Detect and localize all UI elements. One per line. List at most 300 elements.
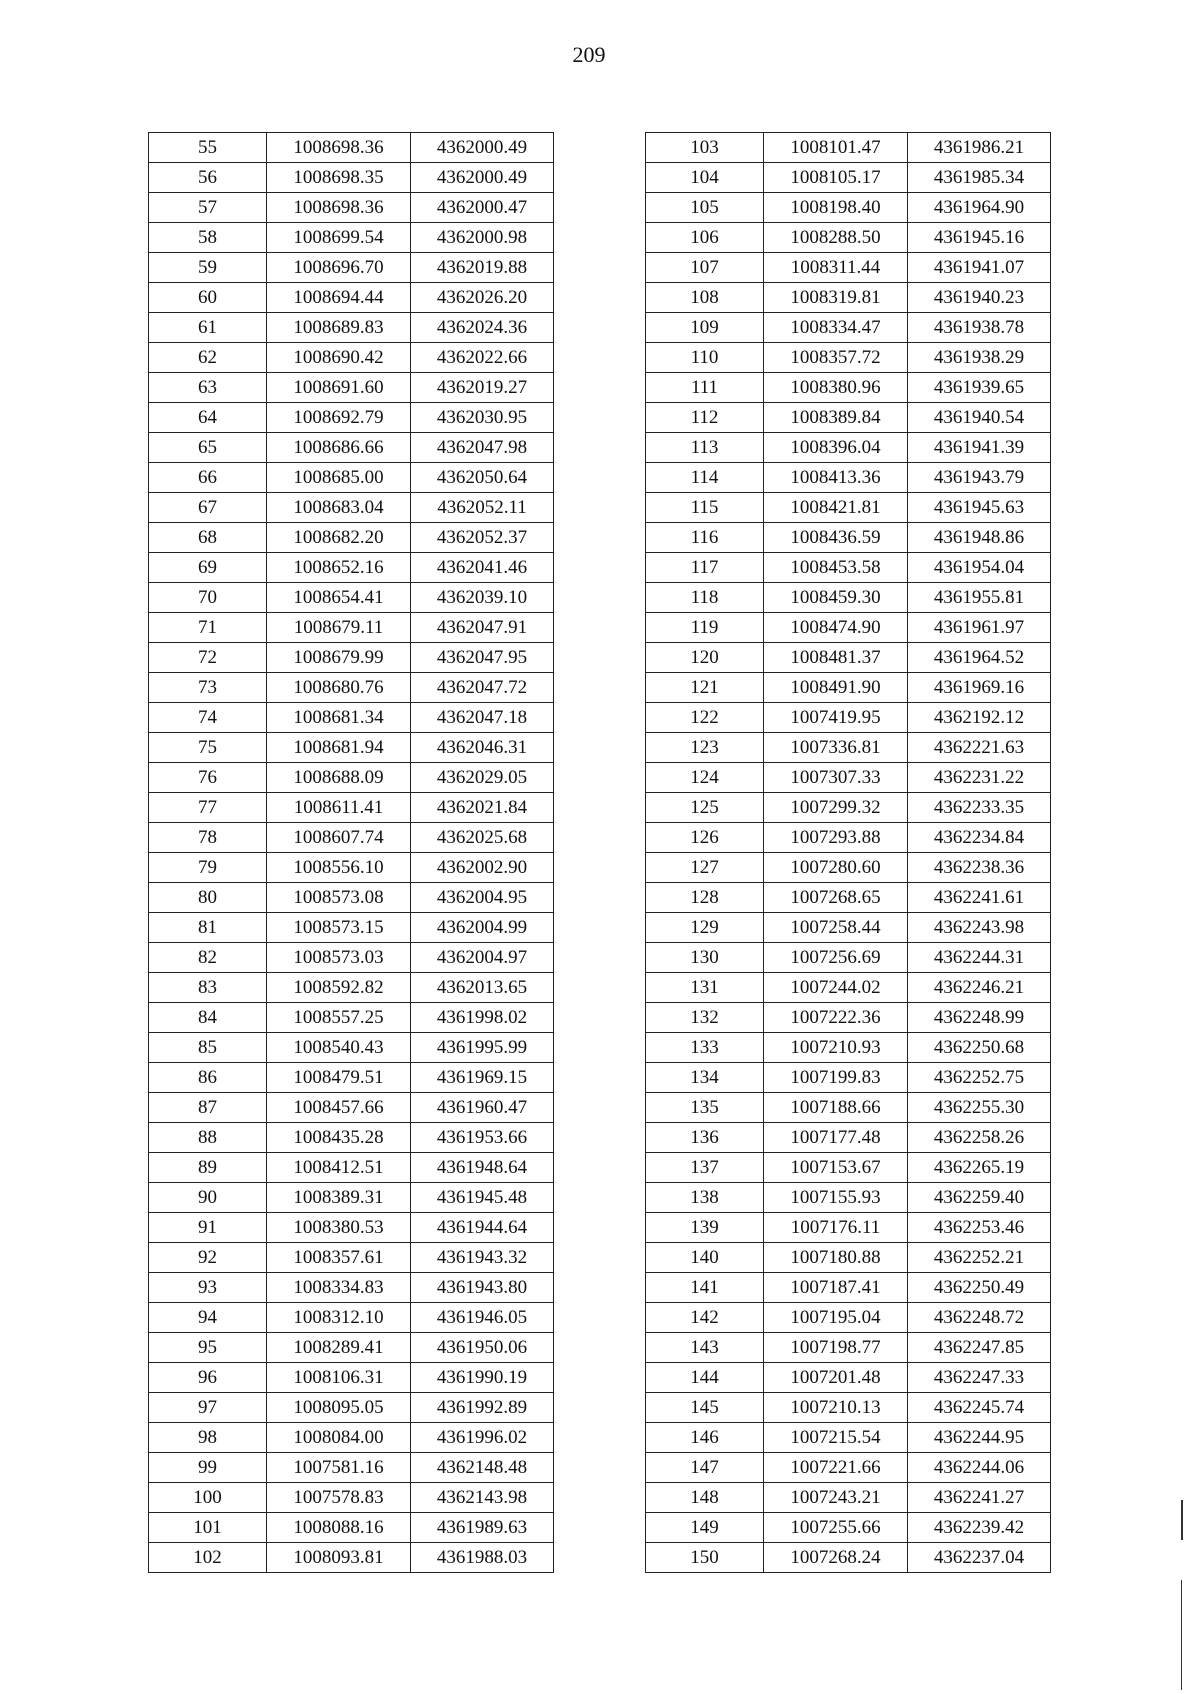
point-number-cell: 97 <box>149 1393 267 1423</box>
table-row <box>149 1363 554 1393</box>
y-coordinate-cell: 4362250.68 <box>908 1033 1051 1063</box>
point-number-cell: 121 <box>646 673 764 703</box>
point-number-cell: 110 <box>646 343 764 373</box>
x-coordinate-cell: 1008312.10 <box>267 1303 411 1333</box>
x-coordinate-cell: 1008573.15 <box>267 913 411 943</box>
table-row <box>646 1453 1051 1483</box>
x-coordinate-cell: 1007222.36 <box>764 1003 908 1033</box>
x-coordinate-cell: 1008357.72 <box>764 343 908 373</box>
table-row <box>149 553 554 583</box>
table-row <box>149 1483 554 1513</box>
point-number-cell: 128 <box>646 883 764 913</box>
point-number-cell: 82 <box>149 943 267 973</box>
x-coordinate-cell: 1008474.90 <box>764 613 908 643</box>
table-row <box>149 943 554 973</box>
point-number-cell: 74 <box>149 703 267 733</box>
table-row <box>646 463 1051 493</box>
x-coordinate-cell: 1008680.76 <box>267 673 411 703</box>
y-coordinate-cell: 4362252.75 <box>908 1063 1051 1093</box>
point-number-cell: 65 <box>149 433 267 463</box>
x-coordinate-cell: 1008690.42 <box>267 343 411 373</box>
table-row <box>149 223 554 253</box>
x-coordinate-cell: 1007155.93 <box>764 1183 908 1213</box>
y-coordinate-cell: 4362004.99 <box>411 913 554 943</box>
point-number-cell: 112 <box>646 403 764 433</box>
table-row <box>646 1183 1051 1213</box>
point-number-cell: 111 <box>646 373 764 403</box>
point-number-cell: 55 <box>149 133 267 163</box>
point-number-cell: 140 <box>646 1243 764 1273</box>
table-row <box>149 1243 554 1273</box>
y-coordinate-cell: 4362021.84 <box>411 793 554 823</box>
x-coordinate-cell: 1007210.13 <box>764 1393 908 1423</box>
x-coordinate-cell: 1008689.83 <box>267 313 411 343</box>
x-coordinate-cell: 1008319.81 <box>764 283 908 313</box>
y-coordinate-cell: 4362019.88 <box>411 253 554 283</box>
table-body-left <box>149 133 554 1573</box>
y-coordinate-cell: 4361953.66 <box>411 1123 554 1153</box>
table-row <box>149 1033 554 1063</box>
y-coordinate-cell: 4361969.16 <box>908 673 1051 703</box>
point-number-cell: 125 <box>646 793 764 823</box>
point-number-cell: 83 <box>149 973 267 1003</box>
x-coordinate-cell: 1007581.16 <box>267 1453 411 1483</box>
table-row <box>646 1423 1051 1453</box>
table-row <box>646 793 1051 823</box>
table-row <box>149 133 554 163</box>
point-number-cell: 85 <box>149 1033 267 1063</box>
point-number-cell: 137 <box>646 1153 764 1183</box>
table-row <box>646 583 1051 613</box>
x-coordinate-cell: 1008105.17 <box>764 163 908 193</box>
x-coordinate-cell: 1007177.48 <box>764 1123 908 1153</box>
point-number-cell: 109 <box>646 313 764 343</box>
point-number-cell: 102 <box>149 1543 267 1573</box>
table-row <box>149 343 554 373</box>
x-coordinate-cell: 1008573.08 <box>267 883 411 913</box>
table-row <box>149 1273 554 1303</box>
point-number-cell: 73 <box>149 673 267 703</box>
table-row <box>149 913 554 943</box>
point-number-cell: 61 <box>149 313 267 343</box>
y-coordinate-cell: 4362253.46 <box>908 1213 1051 1243</box>
point-number-cell: 145 <box>646 1393 764 1423</box>
y-coordinate-cell: 4362237.04 <box>908 1543 1051 1573</box>
point-number-cell: 138 <box>646 1183 764 1213</box>
y-coordinate-cell: 4361945.16 <box>908 223 1051 253</box>
point-number-cell: 135 <box>646 1093 764 1123</box>
table-row <box>646 343 1051 373</box>
y-coordinate-cell: 4361992.89 <box>411 1393 554 1423</box>
point-number-cell: 115 <box>646 493 764 523</box>
x-coordinate-cell: 1007244.02 <box>764 973 908 1003</box>
point-number-cell: 80 <box>149 883 267 913</box>
x-coordinate-cell: 1007215.54 <box>764 1423 908 1453</box>
point-number-cell: 147 <box>646 1453 764 1483</box>
y-coordinate-cell: 4361960.47 <box>411 1093 554 1123</box>
y-coordinate-cell: 4362002.90 <box>411 853 554 883</box>
x-coordinate-cell: 1008334.47 <box>764 313 908 343</box>
table-row <box>646 673 1051 703</box>
x-coordinate-cell: 1008106.31 <box>267 1363 411 1393</box>
table-row <box>646 1363 1051 1393</box>
table-row <box>149 613 554 643</box>
y-coordinate-cell: 4361943.32 <box>411 1243 554 1273</box>
point-number-cell: 146 <box>646 1423 764 1453</box>
x-coordinate-cell: 1007293.88 <box>764 823 908 853</box>
y-coordinate-cell: 4362239.42 <box>908 1513 1051 1543</box>
x-coordinate-cell: 1008592.82 <box>267 973 411 1003</box>
table-row <box>646 1213 1051 1243</box>
table-row <box>646 703 1051 733</box>
table-row <box>149 1213 554 1243</box>
x-coordinate-cell: 1008389.84 <box>764 403 908 433</box>
table-row <box>646 283 1051 313</box>
point-number-cell: 84 <box>149 1003 267 1033</box>
y-coordinate-cell: 4362247.33 <box>908 1363 1051 1393</box>
y-coordinate-cell: 4362244.31 <box>908 943 1051 973</box>
y-coordinate-cell: 4361943.79 <box>908 463 1051 493</box>
point-number-cell: 124 <box>646 763 764 793</box>
x-coordinate-cell: 1007336.81 <box>764 733 908 763</box>
point-number-cell: 67 <box>149 493 267 523</box>
x-coordinate-cell: 1008436.59 <box>764 523 908 553</box>
y-coordinate-cell: 4361964.90 <box>908 193 1051 223</box>
table-row <box>646 1273 1051 1303</box>
x-coordinate-cell: 1008679.11 <box>267 613 411 643</box>
x-coordinate-cell: 1007188.66 <box>764 1093 908 1123</box>
y-coordinate-cell: 4361998.02 <box>411 1003 554 1033</box>
x-coordinate-cell: 1007201.48 <box>764 1363 908 1393</box>
table-body-right <box>646 133 1051 1573</box>
x-coordinate-cell: 1008412.51 <box>267 1153 411 1183</box>
x-coordinate-cell: 1008654.41 <box>267 583 411 613</box>
page-number: 209 <box>572 42 606 67</box>
y-coordinate-cell: 4362143.98 <box>411 1483 554 1513</box>
y-coordinate-cell: 4362029.05 <box>411 763 554 793</box>
point-number-cell: 107 <box>646 253 764 283</box>
x-coordinate-cell: 1007299.32 <box>764 793 908 823</box>
table-row <box>646 763 1051 793</box>
y-coordinate-cell: 4362248.72 <box>908 1303 1051 1333</box>
point-number-cell: 75 <box>149 733 267 763</box>
x-coordinate-cell: 1008686.66 <box>267 433 411 463</box>
point-number-cell: 94 <box>149 1303 267 1333</box>
y-coordinate-cell: 4362252.21 <box>908 1243 1051 1273</box>
x-coordinate-cell: 1007256.69 <box>764 943 908 973</box>
y-coordinate-cell: 4361954.04 <box>908 553 1051 583</box>
table-row <box>149 523 554 553</box>
x-coordinate-cell: 1008681.34 <box>267 703 411 733</box>
y-coordinate-cell: 4362000.49 <box>411 133 554 163</box>
y-coordinate-cell: 4362246.21 <box>908 973 1051 1003</box>
table-row <box>646 553 1051 583</box>
x-coordinate-cell: 1008357.61 <box>267 1243 411 1273</box>
point-number-cell: 58 <box>149 223 267 253</box>
y-coordinate-cell: 4361955.81 <box>908 583 1051 613</box>
scan-edge-mark <box>1181 1580 1182 1690</box>
y-coordinate-cell: 4362047.18 <box>411 703 554 733</box>
table-row <box>149 1153 554 1183</box>
point-number-cell: 87 <box>149 1093 267 1123</box>
y-coordinate-cell: 4361938.78 <box>908 313 1051 343</box>
x-coordinate-cell: 1008652.16 <box>267 553 411 583</box>
point-number-cell: 141 <box>646 1273 764 1303</box>
y-coordinate-cell: 4362243.98 <box>908 913 1051 943</box>
y-coordinate-cell: 4361950.06 <box>411 1333 554 1363</box>
x-coordinate-cell: 1008101.47 <box>764 133 908 163</box>
y-coordinate-cell: 4361940.23 <box>908 283 1051 313</box>
y-coordinate-cell: 4361941.39 <box>908 433 1051 463</box>
y-coordinate-cell: 4361996.02 <box>411 1423 554 1453</box>
x-coordinate-cell: 1008491.90 <box>764 673 908 703</box>
point-number-cell: 149 <box>646 1513 764 1543</box>
x-coordinate-cell: 1007180.88 <box>764 1243 908 1273</box>
point-number-cell: 69 <box>149 553 267 583</box>
y-coordinate-cell: 4362047.95 <box>411 643 554 673</box>
x-coordinate-cell: 1008607.74 <box>267 823 411 853</box>
point-number-cell: 86 <box>149 1063 267 1093</box>
point-number-cell: 113 <box>646 433 764 463</box>
x-coordinate-cell: 1008396.04 <box>764 433 908 463</box>
y-coordinate-cell: 4362255.30 <box>908 1093 1051 1123</box>
y-coordinate-cell: 4361989.63 <box>411 1513 554 1543</box>
y-coordinate-cell: 4362245.74 <box>908 1393 1051 1423</box>
x-coordinate-cell: 1008380.53 <box>267 1213 411 1243</box>
y-coordinate-cell: 4362192.12 <box>908 703 1051 733</box>
point-number-cell: 130 <box>646 943 764 973</box>
y-coordinate-cell: 4362265.19 <box>908 1153 1051 1183</box>
point-number-cell: 90 <box>149 1183 267 1213</box>
y-coordinate-cell: 4362041.46 <box>411 553 554 583</box>
point-number-cell: 101 <box>149 1513 267 1543</box>
point-number-cell: 72 <box>149 643 267 673</box>
x-coordinate-cell: 1008557.25 <box>267 1003 411 1033</box>
point-number-cell: 144 <box>646 1363 764 1393</box>
table-row <box>149 823 554 853</box>
y-coordinate-cell: 4362247.85 <box>908 1333 1051 1363</box>
x-coordinate-cell: 1007187.41 <box>764 1273 908 1303</box>
y-coordinate-cell: 4362024.36 <box>411 313 554 343</box>
y-coordinate-cell: 4362013.65 <box>411 973 554 1003</box>
table-row <box>646 883 1051 913</box>
table-row <box>149 313 554 343</box>
point-number-cell: 143 <box>646 1333 764 1363</box>
y-coordinate-cell: 4361938.29 <box>908 343 1051 373</box>
table-row <box>646 733 1051 763</box>
table-row <box>149 1063 554 1093</box>
table-row <box>646 1123 1051 1153</box>
point-number-cell: 122 <box>646 703 764 733</box>
y-coordinate-cell: 4362022.66 <box>411 343 554 373</box>
point-number-cell: 142 <box>646 1303 764 1333</box>
y-coordinate-cell: 4362244.06 <box>908 1453 1051 1483</box>
table-row <box>646 823 1051 853</box>
x-coordinate-cell: 1008380.96 <box>764 373 908 403</box>
y-coordinate-cell: 4362233.35 <box>908 793 1051 823</box>
y-coordinate-cell: 4361941.07 <box>908 253 1051 283</box>
point-number-cell: 98 <box>149 1423 267 1453</box>
point-number-cell: 129 <box>646 913 764 943</box>
point-number-cell: 79 <box>149 853 267 883</box>
x-coordinate-cell: 1008698.36 <box>267 193 411 223</box>
y-coordinate-cell: 4361964.52 <box>908 643 1051 673</box>
x-coordinate-cell: 1007578.83 <box>267 1483 411 1513</box>
table-row <box>149 643 554 673</box>
table-row <box>149 493 554 523</box>
point-number-cell: 126 <box>646 823 764 853</box>
table-row <box>646 1483 1051 1513</box>
table-row <box>646 973 1051 1003</box>
x-coordinate-cell: 1008573.03 <box>267 943 411 973</box>
table-row <box>646 133 1051 163</box>
x-coordinate-cell: 1008389.31 <box>267 1183 411 1213</box>
table-row <box>149 973 554 1003</box>
table-row <box>149 1183 554 1213</box>
y-coordinate-cell: 4362148.48 <box>411 1453 554 1483</box>
x-coordinate-cell: 1008481.37 <box>764 643 908 673</box>
point-number-cell: 131 <box>646 973 764 1003</box>
point-number-cell: 114 <box>646 463 764 493</box>
y-coordinate-cell: 4362019.27 <box>411 373 554 403</box>
table-row <box>646 1033 1051 1063</box>
table-row <box>646 433 1051 463</box>
point-number-cell: 118 <box>646 583 764 613</box>
point-number-cell: 150 <box>646 1543 764 1573</box>
table-row <box>149 853 554 883</box>
y-coordinate-cell: 4362026.20 <box>411 283 554 313</box>
table-row <box>646 1303 1051 1333</box>
table-row <box>149 1093 554 1123</box>
point-number-cell: 57 <box>149 193 267 223</box>
y-coordinate-cell: 4361945.63 <box>908 493 1051 523</box>
table-row <box>646 913 1051 943</box>
x-coordinate-cell: 1008421.81 <box>764 493 908 523</box>
point-number-cell: 104 <box>646 163 764 193</box>
table-row <box>149 1543 554 1573</box>
table-row <box>149 253 554 283</box>
table-row <box>646 313 1051 343</box>
x-coordinate-cell: 1008288.50 <box>764 223 908 253</box>
x-coordinate-cell: 1008698.35 <box>267 163 411 193</box>
x-coordinate-cell: 1008556.10 <box>267 853 411 883</box>
table-row <box>646 373 1051 403</box>
x-coordinate-cell: 1008683.04 <box>267 493 411 523</box>
point-number-cell: 91 <box>149 1213 267 1243</box>
point-number-cell: 116 <box>646 523 764 553</box>
x-coordinate-cell: 1007243.21 <box>764 1483 908 1513</box>
x-coordinate-cell: 1007307.33 <box>764 763 908 793</box>
table-row <box>149 283 554 313</box>
table-row <box>149 1333 554 1363</box>
point-number-cell: 96 <box>149 1363 267 1393</box>
x-coordinate-cell: 1008435.28 <box>267 1123 411 1153</box>
y-coordinate-cell: 4362258.26 <box>908 1123 1051 1153</box>
point-number-cell: 148 <box>646 1483 764 1513</box>
point-number-cell: 56 <box>149 163 267 193</box>
table-row <box>149 883 554 913</box>
point-number-cell: 68 <box>149 523 267 553</box>
table-row <box>646 1153 1051 1183</box>
x-coordinate-cell: 1008694.44 <box>267 283 411 313</box>
table-row <box>149 733 554 763</box>
table-row <box>646 1333 1051 1363</box>
x-coordinate-cell: 1007195.04 <box>764 1303 908 1333</box>
y-coordinate-cell: 4362050.64 <box>411 463 554 493</box>
table-row <box>646 943 1051 973</box>
y-coordinate-cell: 4362248.99 <box>908 1003 1051 1033</box>
y-coordinate-cell: 4362047.98 <box>411 433 554 463</box>
x-coordinate-cell: 1008198.40 <box>764 193 908 223</box>
y-coordinate-cell: 4362030.95 <box>411 403 554 433</box>
table-row <box>149 1513 554 1543</box>
x-coordinate-cell: 1008479.51 <box>267 1063 411 1093</box>
table-row <box>149 433 554 463</box>
point-number-cell: 103 <box>646 133 764 163</box>
x-coordinate-cell: 1008685.00 <box>267 463 411 493</box>
coordinates-table-right <box>645 132 1051 1573</box>
x-coordinate-cell: 1008413.36 <box>764 463 908 493</box>
x-coordinate-cell: 1008692.79 <box>267 403 411 433</box>
y-coordinate-cell: 4362244.95 <box>908 1423 1051 1453</box>
x-coordinate-cell: 1007199.83 <box>764 1063 908 1093</box>
point-number-cell: 100 <box>149 1483 267 1513</box>
x-coordinate-cell: 1007198.77 <box>764 1333 908 1363</box>
y-coordinate-cell: 4361948.64 <box>411 1153 554 1183</box>
point-number-cell: 88 <box>149 1123 267 1153</box>
table-row <box>149 793 554 823</box>
point-number-cell: 92 <box>149 1243 267 1273</box>
scan-edge-mark <box>1181 1500 1183 1540</box>
point-number-cell: 134 <box>646 1063 764 1093</box>
x-coordinate-cell: 1007210.93 <box>764 1033 908 1063</box>
table-row <box>646 223 1051 253</box>
point-number-cell: 139 <box>646 1213 764 1243</box>
table-row <box>149 673 554 703</box>
table-row <box>149 403 554 433</box>
y-coordinate-cell: 4362004.95 <box>411 883 554 913</box>
y-coordinate-cell: 4362046.31 <box>411 733 554 763</box>
point-number-cell: 64 <box>149 403 267 433</box>
y-coordinate-cell: 4362000.47 <box>411 193 554 223</box>
table-row <box>149 1453 554 1483</box>
y-coordinate-cell: 4361940.54 <box>908 403 1051 433</box>
table-row <box>149 373 554 403</box>
table-row <box>646 253 1051 283</box>
coordinates-table-left <box>148 132 554 1573</box>
y-coordinate-cell: 4362052.37 <box>411 523 554 553</box>
x-coordinate-cell: 1008679.99 <box>267 643 411 673</box>
table-row <box>149 583 554 613</box>
y-coordinate-cell: 4362238.36 <box>908 853 1051 883</box>
x-coordinate-cell: 1008691.60 <box>267 373 411 403</box>
table-row <box>646 1393 1051 1423</box>
point-number-cell: 123 <box>646 733 764 763</box>
y-coordinate-cell: 4362039.10 <box>411 583 554 613</box>
table-row <box>646 193 1051 223</box>
point-number-cell: 62 <box>149 343 267 373</box>
table-row <box>149 163 554 193</box>
x-coordinate-cell: 1007258.44 <box>764 913 908 943</box>
y-coordinate-cell: 4362250.49 <box>908 1273 1051 1303</box>
x-coordinate-cell: 1008611.41 <box>267 793 411 823</box>
y-coordinate-cell: 4361946.05 <box>411 1303 554 1333</box>
y-coordinate-cell: 4362047.72 <box>411 673 554 703</box>
point-number-cell: 133 <box>646 1033 764 1063</box>
x-coordinate-cell: 1008095.05 <box>267 1393 411 1423</box>
y-coordinate-cell: 4362241.27 <box>908 1483 1051 1513</box>
point-number-cell: 119 <box>646 613 764 643</box>
